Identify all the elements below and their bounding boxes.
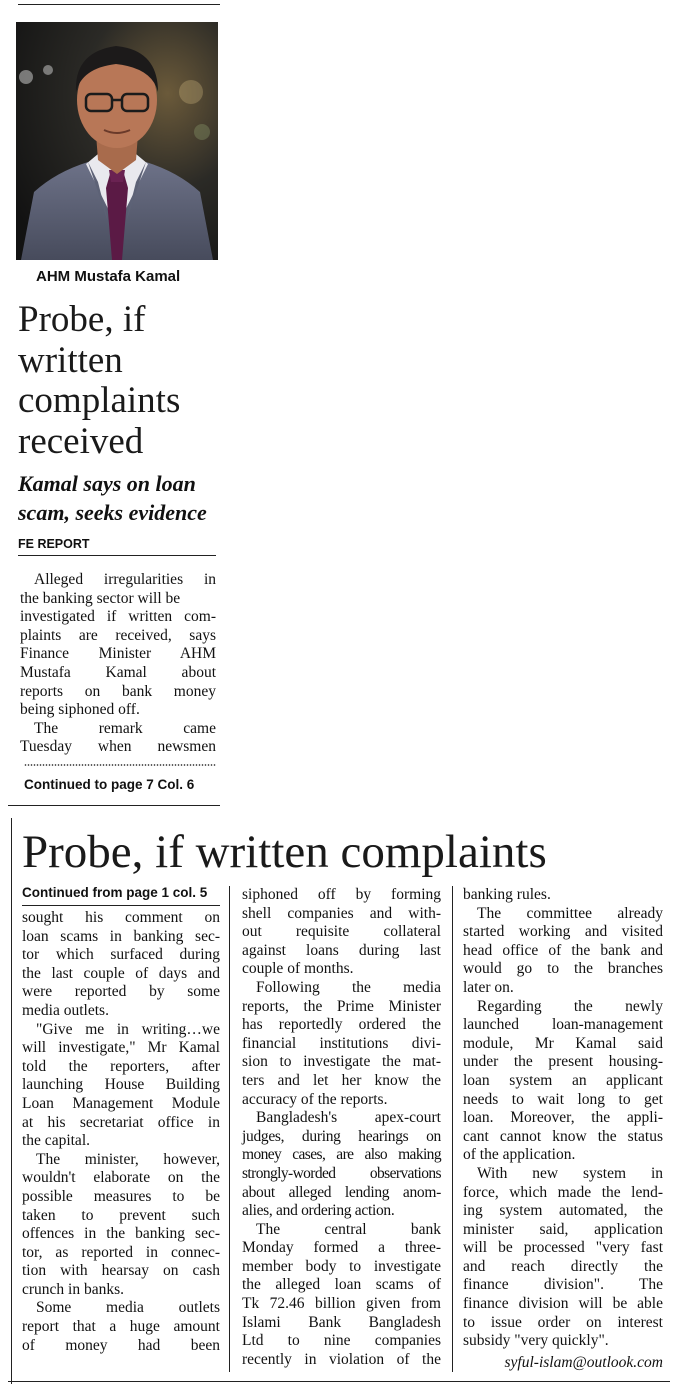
subheadline-line: Kamal says on loan (18, 471, 196, 496)
body-line: loan. Moreover, the appli- (463, 1109, 663, 1127)
subheadline-line: scam, seeks evidence (18, 500, 207, 525)
body-line: The remark came (34, 719, 216, 737)
body-line: of money had been (22, 1336, 220, 1354)
body-line: "Give me in writing…we (36, 1020, 220, 1038)
headline-line: received (18, 420, 144, 462)
body-line: module, Mr Kamal said (463, 1034, 663, 1052)
body-line: Finance Minister AHM (20, 645, 216, 663)
body-line: Tuesday when newsmen (20, 738, 216, 756)
body-line: cant cannot know the status (463, 1127, 663, 1145)
body-line: report that a huge amount (22, 1318, 220, 1336)
body-line: force, which made the lend- (463, 1183, 663, 1201)
jump-column-1 (22, 909, 220, 1355)
body-line: has reportedly ordered the (242, 1016, 441, 1034)
body-line: loan scams in banking sec- (22, 927, 220, 945)
body-line: wouldn't elaborate on the (22, 1169, 220, 1187)
photo-caption: AHM Mustafa Kamal (36, 268, 181, 285)
section-rule (8, 805, 220, 806)
body-line: alies, and ordering action. (242, 1202, 395, 1220)
body-line: launched loan-management (463, 1016, 663, 1034)
body-line: tor which surfaced during (22, 946, 220, 964)
body-line: will investigate," Mr Kamal (22, 1039, 220, 1057)
body-line: under the present housing- (463, 1053, 663, 1071)
body-line: head office of the bank and (463, 941, 663, 959)
jump-column-2 (242, 886, 441, 1369)
continued-from-rule (22, 905, 220, 906)
body-line: The minister, however, (36, 1150, 220, 1168)
body-line: finance division will be able (463, 1295, 663, 1313)
body-line: the last couple of days and (22, 964, 220, 982)
body-line: tion with hearsay on cash (22, 1262, 220, 1280)
body-line: will be processed "very fast (463, 1239, 663, 1257)
body-line: needs to wait long to get (463, 1090, 663, 1108)
headline-line: written (18, 339, 123, 381)
body-line: judges, during hearings on (242, 1127, 441, 1145)
body-line: banking rules. (463, 886, 551, 903)
body-line: Islami Bank Bangladesh (242, 1313, 441, 1331)
body-line: finance division". The (463, 1276, 663, 1294)
body-line: reports on bank money (20, 682, 216, 700)
body-line: investigated if written com- (20, 608, 216, 626)
jump-left-border (11, 818, 12, 1384)
body-line: Ltd to nine companies (242, 1332, 441, 1350)
continued-to-label: Continued to page 7 Col. 6 (24, 777, 195, 792)
body-line: loan system an applicant (463, 1071, 663, 1089)
portrait-illustration (16, 22, 218, 260)
body-line: offences in the banking sec- (22, 1225, 220, 1243)
body-line: plaints are received, says (20, 626, 216, 644)
body-line: ters and let her know the (242, 1071, 441, 1089)
jump-headline: Probe, if written complaints (22, 826, 547, 878)
body-line: media outlets. (22, 1001, 109, 1019)
body-line: subsidy "very quickly". (463, 1332, 609, 1350)
body-line: at his secretariat office in (22, 1113, 220, 1131)
body-line: financial institutions divi- (242, 1034, 441, 1052)
body-line: the capital. (22, 1132, 90, 1150)
body-line: the banking sector will be (20, 589, 181, 607)
body-line: Bangladesh's apex-court (256, 1109, 441, 1127)
top-rule (18, 4, 220, 5)
byline: FE REPORT (18, 537, 90, 551)
body-line: started working and visited (463, 923, 663, 941)
body-line: reports, the Prime Minister (242, 997, 441, 1015)
body-line: crunch in banks. (22, 1280, 125, 1298)
body-line: possible measures to be (22, 1187, 220, 1205)
body-line: about alleged lending anom- (242, 1183, 441, 1201)
front-body (20, 571, 216, 757)
body-line: The committee already (477, 904, 663, 922)
headline-line: complaints (18, 380, 181, 421)
headline-line: Probe, if (18, 299, 146, 340)
body-line: later on. (463, 978, 514, 996)
body-line: would go to the branches (463, 960, 663, 978)
body-line: Mustafa Kamal about (20, 663, 216, 681)
body-line: sought his comment on (22, 909, 220, 926)
bottom-rule (8, 1381, 670, 1382)
body-line: siphoned off by forming (242, 886, 441, 903)
author-email: syful-islam@outlook.com (504, 1354, 663, 1371)
body-line: Loan Management Module (22, 1094, 220, 1112)
body-line: The central bank (256, 1220, 441, 1238)
body-line: ing system automated, the (463, 1202, 663, 1220)
body-line: Tk 72.46 billion given from (242, 1295, 441, 1313)
body-line: taken to prevent such (22, 1206, 220, 1224)
body-line: shell companies and with- (242, 904, 441, 922)
dotted-leader (24, 764, 216, 766)
body-line: With new system in (477, 1164, 663, 1182)
body-line: sion to investigate the mat- (242, 1053, 441, 1071)
subheadline (18, 469, 207, 527)
body-line: told the reporters, after (22, 1057, 220, 1075)
byline-rule (18, 555, 216, 556)
body-line: out requisite collateral (242, 923, 441, 941)
column-divider (229, 886, 230, 1372)
body-line: minister said, application (463, 1220, 663, 1238)
column-divider (452, 886, 453, 1372)
headline (18, 300, 228, 462)
body-line: of the application. (463, 1146, 576, 1164)
body-line: Alleged irregularities in (34, 571, 216, 588)
body-line: against loans during last (242, 941, 441, 959)
body-line: tor, as reported in connec- (22, 1243, 220, 1261)
body-line: Monday formed a three- (242, 1239, 441, 1257)
body-line: member body to investigate (242, 1257, 441, 1275)
body-line: recently in violation of the (242, 1350, 441, 1368)
body-line: couple of months. (242, 960, 354, 978)
body-line: being siphoned off. (20, 701, 140, 719)
body-line: launching House Building (22, 1076, 220, 1094)
body-line: strongly-worded observations (242, 1164, 441, 1182)
body-line: Following the media (256, 978, 441, 996)
body-line: and reach directly the (463, 1257, 663, 1275)
body-line: accuracy of the reports. (242, 1090, 388, 1108)
continued-from-label: Continued from page 1 col. 5 (22, 885, 208, 900)
body-line: the alleged loan scams of (242, 1276, 441, 1294)
body-line: to issue order on interest (463, 1313, 663, 1331)
body-line: money cases, are also making (242, 1146, 441, 1164)
jump-column-3 (463, 886, 663, 1351)
body-line: Some media outlets (36, 1299, 220, 1317)
body-line: Regarding the newly (477, 997, 663, 1015)
body-line: were reported by some (22, 983, 220, 1001)
portrait-photo (16, 22, 218, 260)
